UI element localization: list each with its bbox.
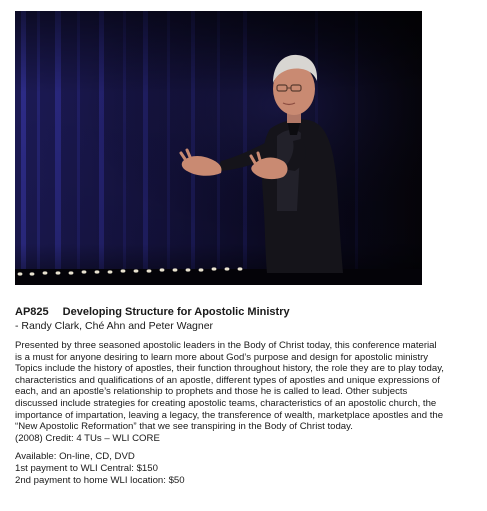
first-payment-text: 1st payment to WLI Central: $150 — [15, 462, 158, 474]
second-payment-text: 2nd payment to home WLI location: $50 — [15, 474, 185, 486]
course-credit: (2008) Credit: 4 TUs – WLI CORE — [15, 432, 160, 444]
pricing-block — [15, 451, 475, 486]
course-info — [15, 306, 475, 486]
availability-text: Available: On-line, CD, DVD — [15, 451, 135, 463]
course-title: Developing Structure for Apostolic Ministry — [62, 306, 290, 318]
speaker-photo — [15, 11, 422, 285]
course-code: AP825 — [15, 306, 49, 318]
course-heading — [15, 306, 475, 319]
course-authors: - Randy Clark, Ché Ahn and Peter Wagner — [15, 320, 214, 332]
speaker-photo-image — [15, 11, 422, 285]
course-description: Presented by three seasoned apostolic leaders in the Body of Christ today, this conference material is a must for anyone desiring to learn more about God’s purpose and design for apostolic ministry Topics include the history of apostles, their function throughout history, the role they are to play today, characteristics and qualifications of an apostle, different types of apostles and unique expressions of each, and an apostle’s relationship to prophets and those he is called to lead. Other subjects discussed include strategies for creating apostolic teams, characteristics of an apostolic church, the importance of impartation, leaving a legacy, the transference of wealth, marketplace apostles and the “New Apostolic Reformation” that we see transpiring in the Body of Christ today. — [15, 340, 444, 433]
